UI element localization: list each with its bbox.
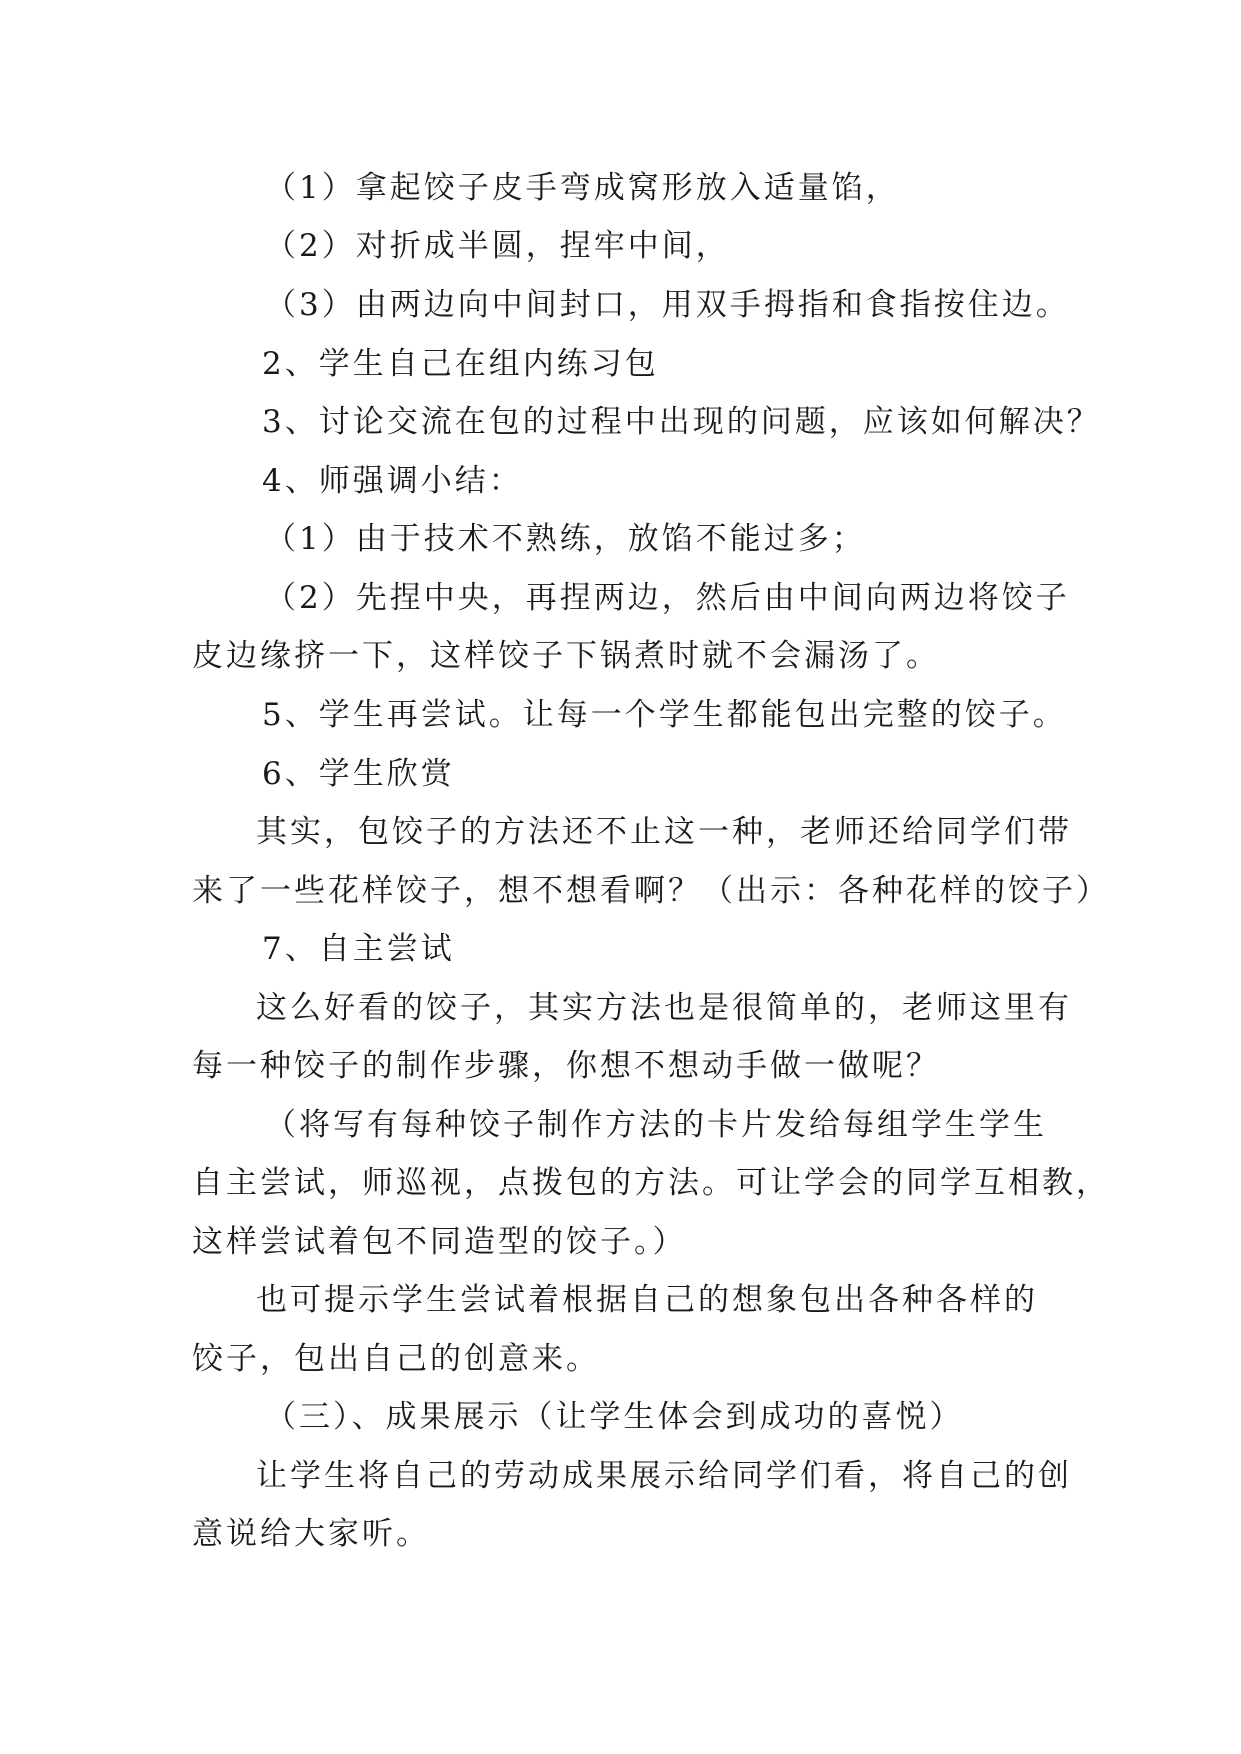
appreciation-heading: 6、学生欣赏 bbox=[262, 756, 455, 792]
results-heading: （三）、成果展示（让学生体会到成功的喜悦） bbox=[265, 1399, 964, 1435]
retry-heading: 5、学生再尝试。让每一个学生都能包出完整的饺子。 bbox=[262, 697, 1067, 733]
summary-heading: 4、师强调小结： bbox=[262, 463, 523, 499]
results-text: 让学生将自己的劳动成果展示给同学们看，将自己的创 bbox=[256, 1458, 1072, 1494]
appreciation-text: 其实，包饺子的方法还不止这一种，老师还给同学们带 bbox=[256, 814, 1072, 850]
creative-text: 也可提示学生尝试着根据自己的想象包出各种各样的 bbox=[256, 1282, 1038, 1318]
results-text-cont: 意说给大家听。 bbox=[192, 1516, 430, 1552]
step-2-line: （2）对折成半圆，捏牢中间， bbox=[265, 228, 730, 264]
summary-point-1: （1）由于技术不熟练，放馅不能过多； bbox=[265, 521, 866, 557]
self-try-text-cont: 每一种饺子的制作步骤，你想不想动手做一做呢？ bbox=[192, 1048, 940, 1084]
card-instruction-cont-1: 自主尝试，师巡视，点拨包的方法。可让学会的同学互相教， bbox=[192, 1165, 1110, 1201]
self-try-heading: 7、自主尝试 bbox=[262, 931, 455, 967]
appreciation-text-cont: 来了一些花样饺子，想不想看啊？（出示：各种花样的饺子） bbox=[192, 873, 1110, 909]
discussion-heading: 3、讨论交流在包的过程中出现的问题，应该如何解决？ bbox=[262, 404, 1101, 440]
summary-point-2-cont: 皮边缘挤一下，这样饺子下锅煮时就不会漏汤了。 bbox=[192, 638, 940, 674]
practice-heading: 2、学生自己在组内练习包 bbox=[262, 346, 659, 382]
step-3-line: （3）由两边向中间封口，用双手拇指和食指按住边。 bbox=[265, 287, 1070, 323]
summary-point-2: （2）先捏中央，再捏两边，然后由中间向两边将饺子 bbox=[265, 580, 1070, 616]
self-try-text: 这么好看的饺子，其实方法也是很简单的，老师这里有 bbox=[256, 990, 1072, 1026]
creative-text-cont: 饺子，包出自己的创意来。 bbox=[192, 1341, 600, 1377]
step-1-line: （1）拿起饺子皮手弯成窝形放入适量馅， bbox=[265, 170, 900, 206]
card-instruction-cont-2: 这样尝试着包不同造型的饺子。） bbox=[192, 1224, 687, 1260]
card-instruction: （将写有每种饺子制作方法的卡片发给每组学生学生 bbox=[265, 1107, 1047, 1143]
